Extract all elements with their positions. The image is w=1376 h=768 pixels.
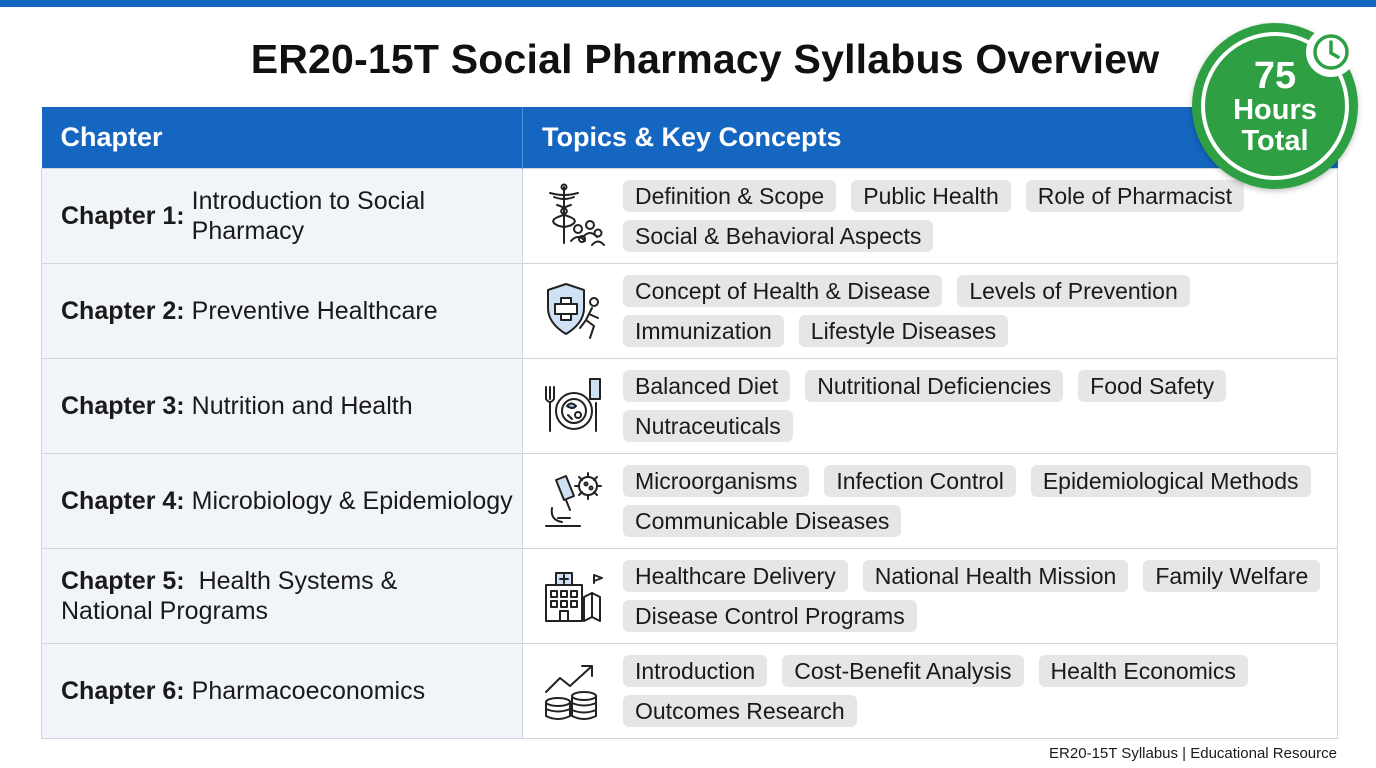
- topic-chip: Epidemiological Methods: [1031, 465, 1311, 497]
- topic-chip: Introduction: [623, 655, 767, 687]
- table-header-row: [42, 107, 1338, 168]
- page-title: ER20-15T Social Pharmacy Syllabus Overview: [250, 36, 1160, 82]
- total-label: Total: [1241, 125, 1309, 157]
- chapter-cell: [42, 168, 523, 263]
- plate-utensils-icon: [523, 373, 623, 439]
- shield-runner-icon: [523, 278, 623, 344]
- topic-chip: Family Welfare: [1143, 560, 1320, 592]
- topic-chip: Microorganisms: [623, 465, 809, 497]
- topics-cell: [523, 168, 1338, 263]
- chapter-cell: [42, 548, 523, 643]
- header-chapter: Chapter: [42, 107, 523, 168]
- topic-chip-list: [623, 655, 1323, 727]
- hospital-map-icon: [523, 563, 623, 629]
- topics-cell: [523, 453, 1338, 548]
- chapter-label: Chapter 3:: [61, 391, 185, 420]
- topic-chip: Cost-Benefit Analysis: [782, 655, 1023, 687]
- hours-number: 75: [1253, 55, 1297, 97]
- topic-chip: Role of Pharmacist: [1026, 180, 1244, 212]
- chapter-title: Preventive Healthcare: [191, 296, 438, 325]
- topic-chip: Definition & Scope: [623, 180, 836, 212]
- table-row: [42, 548, 1338, 643]
- topics-cell: [523, 548, 1338, 643]
- coins-growth-icon: [523, 658, 623, 724]
- topic-chip: Health Economics: [1039, 655, 1248, 687]
- top-accent-bar: [0, 0, 1376, 7]
- header-topics: Topics & Key Concepts: [523, 107, 1338, 168]
- clock-icon: [1303, 24, 1359, 80]
- topic-chip: Nutritional Deficiencies: [805, 370, 1063, 402]
- table-row: [42, 643, 1338, 738]
- chapter-cell: [42, 453, 523, 548]
- topic-chip-list: [623, 465, 1323, 537]
- topics-cell: [523, 358, 1338, 453]
- chapter-label: Chapter 4:: [61, 486, 185, 515]
- topic-chip-list: [623, 370, 1323, 442]
- chapter-label: Chapter 1:: [61, 201, 185, 230]
- chapter-cell: [42, 358, 523, 453]
- table-row: [42, 168, 1338, 263]
- chapter-title: Health Systems & National Programs: [61, 566, 398, 625]
- topic-chip: Infection Control: [824, 465, 1015, 497]
- chapter-title: Pharmacoeconomics: [191, 676, 426, 705]
- table-row: [42, 358, 1338, 453]
- topic-chip: Nutraceuticals: [623, 410, 793, 442]
- table-row: [42, 263, 1338, 358]
- syllabus-table: [41, 107, 1338, 739]
- topic-chip: Outcomes Research: [623, 695, 857, 727]
- topic-chip: Public Health: [851, 180, 1011, 212]
- chapter-label: Chapter 2:: [61, 296, 185, 325]
- topic-chip: Food Safety: [1078, 370, 1226, 402]
- footer-note: ER20-15T Syllabus | Educational Resource: [1049, 745, 1337, 762]
- chapter-cell: [42, 643, 523, 738]
- topic-chip: Balanced Diet: [623, 370, 790, 402]
- topic-chip-list: [623, 275, 1323, 347]
- microscope-virus-icon: [523, 468, 623, 534]
- topic-chip-list: [623, 180, 1323, 252]
- chapter-title: Introduction to Social Pharmacy: [191, 186, 426, 245]
- table-row: [42, 453, 1338, 548]
- topic-chip-list: [623, 560, 1323, 632]
- chapter-cell: [42, 263, 523, 358]
- topic-chip: Communicable Diseases: [623, 505, 901, 537]
- topic-chip: National Health Mission: [863, 560, 1129, 592]
- hours-label: Hours: [1233, 94, 1317, 126]
- topics-cell: [523, 643, 1338, 738]
- chapter-label: Chapter 6:: [61, 676, 185, 705]
- caduceus-people-icon: [523, 183, 623, 249]
- chapter-title: Nutrition and Health: [191, 391, 413, 420]
- topic-chip: Disease Control Programs: [623, 600, 917, 632]
- topic-chip: Social & Behavioral Aspects: [623, 220, 933, 252]
- topic-chip: Immunization: [623, 315, 784, 347]
- topic-chip: Healthcare Delivery: [623, 560, 848, 592]
- topic-chip: Levels of Prevention: [957, 275, 1189, 307]
- chapter-label: Chapter 5:: [61, 566, 185, 595]
- topics-cell: [523, 263, 1338, 358]
- chapter-title: Microbiology & Epidemiology: [191, 486, 513, 515]
- topic-chip: Lifestyle Diseases: [799, 315, 1008, 347]
- topic-chip: Concept of Health & Disease: [623, 275, 942, 307]
